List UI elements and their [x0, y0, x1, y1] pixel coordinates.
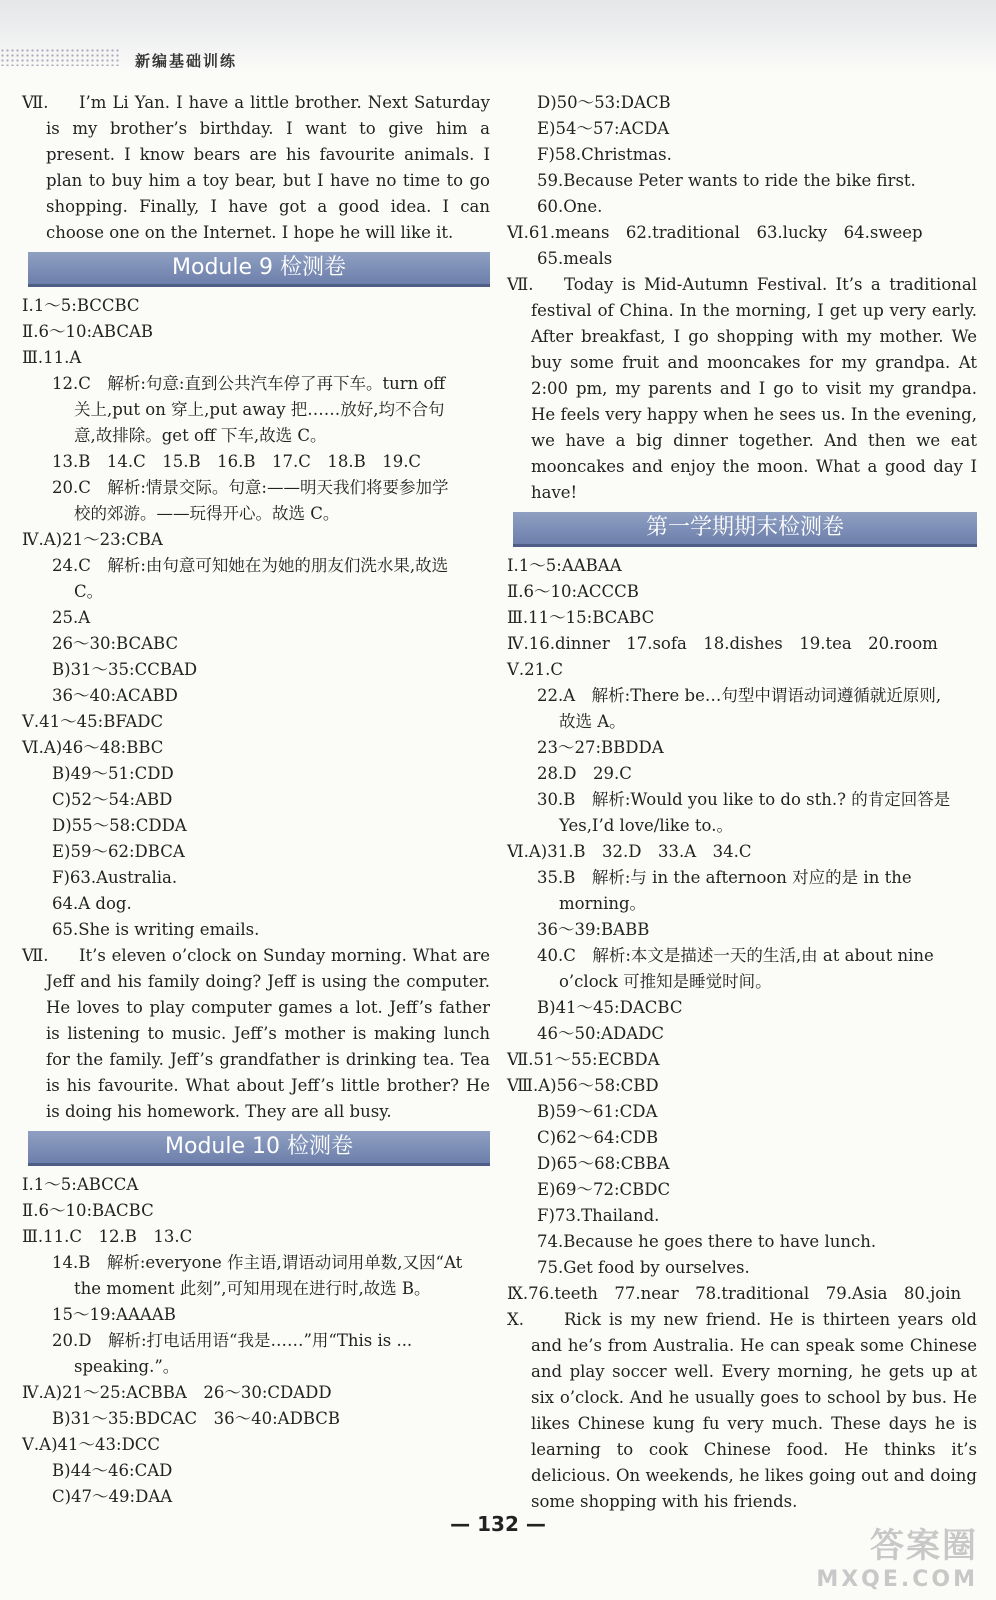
- paragraph-text: Rick is my new friend. He is thirteen years old and he’s from Australia. He can speak some Chinese and play soccer well. Every morning, he gets up at six o’clock. And he usually goes to school by bus. He likes Chinese kung fu very much. These days he is learning to cook Chinese food. He thinks it’s delicious. On weekends, he likes going out and doing some shopping with his friends.: [531, 1310, 977, 1511]
- left-vii-paragraph: [22, 90, 490, 246]
- module9-title-bar: Module 9 检测卷: [28, 252, 490, 287]
- answer-line: Ⅲ.11～15:BCABC: [507, 608, 655, 627]
- watermark-line1: 答案圈: [870, 1526, 978, 1566]
- answer-line: B)49～51:CDD: [52, 764, 174, 783]
- right-column: [507, 90, 977, 1515]
- final-x-paragraph: [507, 1307, 977, 1515]
- answer-line: F)63.Australia.: [52, 868, 178, 887]
- answer-line: B)59～61:CDA: [537, 1102, 658, 1121]
- watermark-logo: [816, 1518, 978, 1592]
- answer-line: Ⅵ.A)46～48:BBC: [22, 738, 164, 757]
- answer-line: 关上,put on 穿上,put away 把……放好,均不合句: [74, 400, 445, 419]
- answer-line: 36～39:BABB: [537, 920, 650, 939]
- page-number: — 132 —: [450, 1512, 546, 1536]
- answer-line: 46～50:ADADC: [537, 1024, 664, 1043]
- answer-line: 20.C 解析:情景交际。句意:——明天我们将要参加学: [52, 478, 449, 497]
- answer-line: Ⅰ.1～5:AABAA: [507, 556, 622, 575]
- answer-line: 14.B 解析:everyone 作主语,谓语动词用单数,又因“At: [52, 1253, 463, 1272]
- answer-line: Ⅲ.11.A: [22, 348, 82, 367]
- answer-line: 意,故排除。get off 下车,故选 C。: [74, 426, 327, 445]
- watermark-line2: MXQE.COM: [816, 1567, 978, 1592]
- answer-line: E)69～72:CBDC: [537, 1180, 671, 1199]
- answer-line: C)62～64:CDB: [537, 1128, 659, 1147]
- answer-line: Ⅵ.A)31.B 32.D 33.A 34.C: [507, 842, 752, 861]
- answer-line: Ⅰ.1～5:ABCCA: [22, 1175, 139, 1194]
- answer-line: 65.meals: [537, 249, 613, 268]
- module10-answers-continued: [507, 90, 977, 272]
- answer-line: speaking.”。: [74, 1357, 180, 1376]
- answer-line: B)31～35:BDCAC 36～40:ADBCB: [52, 1409, 341, 1428]
- answer-line: Ⅳ.A)21～25:ACBBA 26～30:CDADD: [22, 1383, 332, 1402]
- answer-line: 36～40:ACABD: [52, 686, 178, 705]
- answer-line: 40.C 解析:本文是描述一天的生活,由 at about nine: [537, 946, 934, 965]
- answer-line: Ⅷ.A)56～58:CBD: [507, 1076, 659, 1095]
- paragraph-text: It’s eleven o’clock on Sunday morning. What are Jeff and his family doing? Jeff is using the computer. He loves to play computer games a lot. Jeff’s father is listening to music. Jeff’s mother is making lunch for the family. Jeff’s grandfather is drinking tea. Tea is his favourite. What about Jeff’s little brother? He is doing his homework. They are all busy.: [46, 946, 490, 1121]
- answer-line: 12.C 解析:句意:直到公共汽车停了再下车。turn off: [52, 374, 446, 393]
- answer-line: Ⅱ.6～10:ACCCB: [507, 582, 639, 601]
- page-header: [0, 0, 996, 72]
- module10-title-bar: Module 10 检测卷: [28, 1131, 490, 1166]
- answer-line: E)54～57:ACDA: [537, 119, 670, 138]
- answer-line: 74.Because he goes there to have lunch.: [537, 1232, 877, 1251]
- answer-line: 24.C 解析:由句意可知她在为她的朋友们洗水果,故选: [52, 556, 449, 575]
- answer-line: 13.B 14.C 15.B 16.B 17.C 18.B 19.C: [52, 452, 422, 471]
- section-label: Ⅹ.: [507, 1310, 524, 1329]
- answer-line: morning。: [559, 894, 647, 913]
- section-label: Ⅶ.: [22, 93, 49, 112]
- answer-line: Ⅱ.6～10:ABCAB: [22, 322, 154, 341]
- module9-answers: [22, 293, 490, 943]
- answer-line: B)31～35:CCBAD: [52, 660, 198, 679]
- section-label: Ⅶ.: [507, 275, 534, 294]
- answer-line: 22.A 解析:There be…句型中谓语动词遵循就近原则,: [537, 686, 942, 705]
- answer-line: Ⅱ.6～10:BACBC: [22, 1201, 154, 1220]
- answer-line: C)47～49:DAA: [52, 1487, 173, 1506]
- left-column: [22, 90, 490, 1510]
- answer-line: Ⅳ.16.dinner 17.sofa 18.dishes 19.tea 20.room: [507, 634, 938, 653]
- answer-line: 60.One.: [537, 197, 603, 216]
- answer-line: F)73.Thailand.: [537, 1206, 660, 1225]
- answer-line: Ⅵ.61.means 62.traditional 63.lucky 64.sweep: [507, 223, 923, 242]
- answer-line: 28.D 29.C: [537, 764, 632, 783]
- answer-line: 30.B 解析:Would you like to do sth.? 的肯定回答是: [537, 790, 951, 809]
- answer-line: D)65～68:CBBA: [537, 1154, 670, 1173]
- answer-line: C。: [74, 582, 104, 601]
- answer-line: D)50～53:DACB: [537, 93, 671, 112]
- answer-line: D)55～58:CDDA: [52, 816, 187, 835]
- answer-line: 35.B 解析:与 in the afternoon 对应的是 in the: [537, 868, 912, 887]
- right-vii-paragraph: [507, 272, 977, 506]
- answer-line: Ⅴ.41～45:BFADC: [22, 712, 164, 731]
- answer-line: B)44～46:CAD: [52, 1461, 173, 1480]
- answer-line: 23～27:BBDDA: [537, 738, 664, 757]
- answer-line: B)41～45:DACBC: [537, 998, 683, 1017]
- final-exam-answers: [507, 553, 977, 1307]
- section-label: Ⅶ.: [22, 946, 49, 965]
- answer-line: 20.D 解析:打电话用语“我是……”用“This is ...: [52, 1331, 413, 1350]
- answer-line: the moment 此刻”,可知用现在进行时,故选 B。: [74, 1279, 431, 1298]
- answer-line: Ⅴ.21.C: [507, 660, 564, 679]
- answer-line: E)59～62:DBCA: [52, 842, 185, 861]
- module9-vii-paragraph: [22, 943, 490, 1125]
- final-exam-title-bar: 第一学期期末检测卷: [513, 512, 977, 547]
- answer-line: F)58.Christmas.: [537, 145, 672, 164]
- answer-line: 59.Because Peter wants to ride the bike first.: [537, 171, 916, 190]
- answer-line: C)52～54:ABD: [52, 790, 173, 809]
- answer-line: Ⅸ.76.teeth 77.near 78.traditional 79.Asia 80.join: [507, 1284, 962, 1303]
- answer-line: Yes,I’d love/like to.。: [559, 816, 733, 835]
- paragraph-text: Today is Mid-Autumn Festival. It’s a traditional festival of China. In the morning, I get up very early. After breakfast, I go shopping with my mother. We buy some fruit and mooncakes for my grandpa. At 2:00 pm, my parents and I go to visit my grandpa. He feels very happy when he sees us. In the evening, we have a big dinner together. And then we eat mooncakes and enjoy the moon. What a good day I have!: [531, 275, 977, 502]
- answer-line: o’clock 可推知是睡觉时间。: [559, 972, 772, 991]
- answer-line: 故选 A。: [559, 712, 626, 731]
- answer-line: Ⅲ.11.C 12.B 13.C: [22, 1227, 193, 1246]
- answer-line: Ⅰ.1～5:BCCBC: [22, 296, 140, 315]
- answer-line: 25.A: [52, 608, 91, 627]
- answer-line: Ⅶ.51～55:ECBDA: [507, 1050, 660, 1069]
- header-dot-pattern: [0, 48, 120, 66]
- book-title: 新编基础训练: [135, 52, 238, 70]
- answer-line: Ⅳ.A)21～23:CBA: [22, 530, 163, 549]
- answer-line: 75.Get food by ourselves.: [537, 1258, 750, 1277]
- module10-answers: [22, 1172, 490, 1510]
- answer-line: 65.She is writing emails.: [52, 920, 260, 939]
- answer-line: 26～30:BCABC: [52, 634, 179, 653]
- answer-line: 64.A dog.: [52, 894, 132, 913]
- paragraph-text: I’m Li Yan. I have a little brother. Next Saturday is my brother’s birthday. I want to give him a present. I know bears are his favourite animals. I plan to buy him a toy bear, but I have no time to go shopping. Finally, I have got a good idea. I can choose one on the Internet. I hope he will like it.: [46, 93, 490, 242]
- answer-line: 15～19:AAAAB: [52, 1305, 176, 1324]
- answer-line: 校的郊游。——玩得开心。故选 C。: [74, 504, 340, 523]
- answer-line: Ⅴ.A)41～43:DCC: [22, 1435, 161, 1454]
